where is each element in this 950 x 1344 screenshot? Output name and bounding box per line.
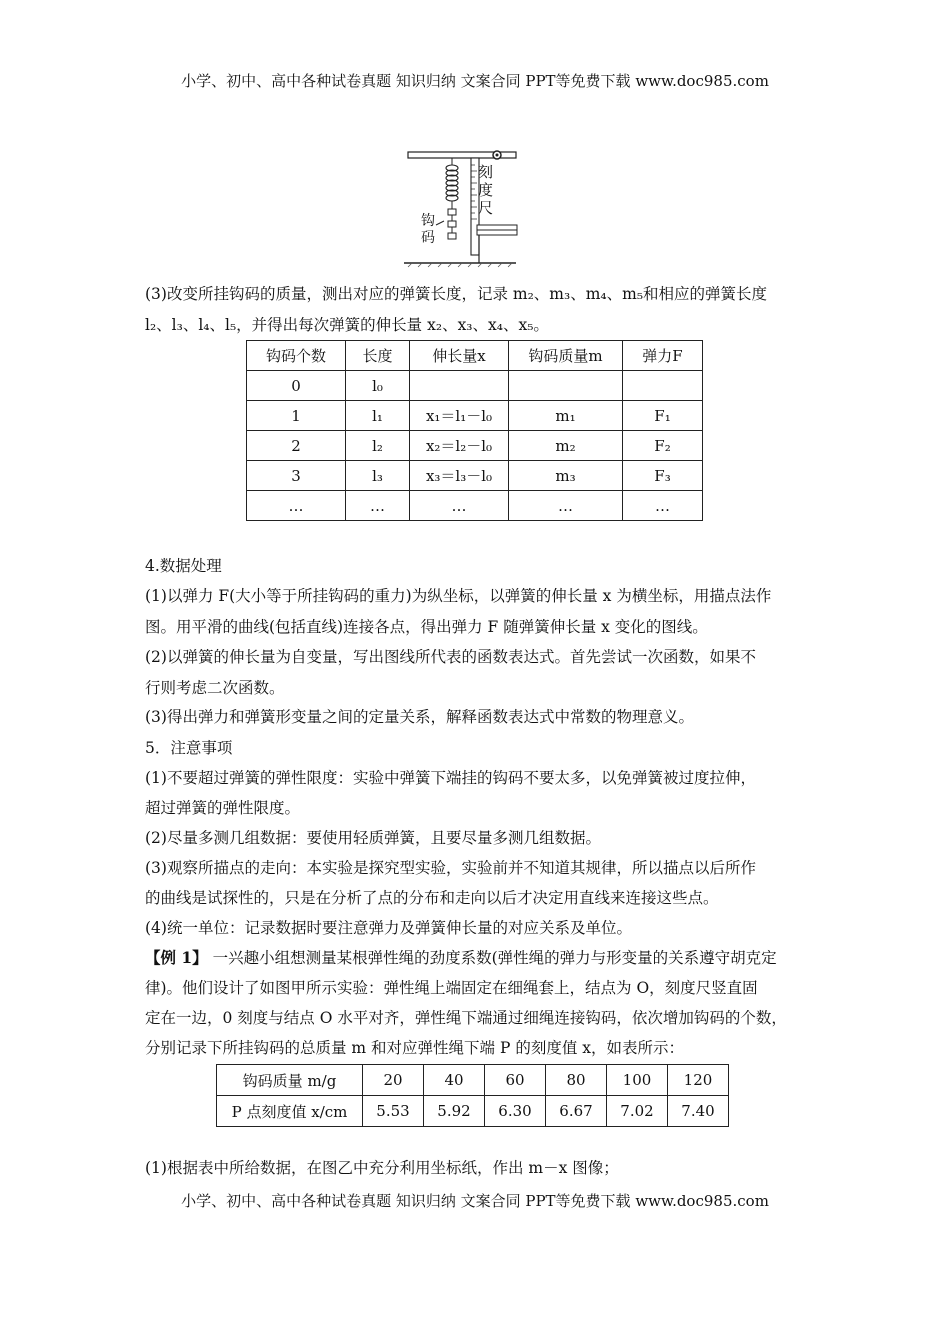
table-cell: F₁ — [623, 401, 703, 431]
para-3-line2: l₂、l₃、l₄、l₅，并得出每次弹簧的伸长量 x₂、x₃、x₄、x₅。 — [145, 316, 549, 334]
table-row — [247, 431, 703, 461]
table-cell: … — [247, 491, 346, 521]
example-label: 【例 1】 — [145, 948, 208, 967]
table-cell: … — [346, 491, 410, 521]
table-cell: 80 — [546, 1065, 607, 1096]
table-cell: 40 — [424, 1065, 485, 1096]
table-header-cell: 钩码个数 — [247, 341, 346, 371]
table-header-cell: 长度 — [346, 341, 410, 371]
measurement-table — [246, 340, 703, 521]
table-cell: 5.53 — [363, 1096, 424, 1127]
table-header-cell: 伸长量x — [410, 341, 509, 371]
table-header-cell: 钩码质量m — [509, 341, 623, 371]
table-cell: l₀ — [346, 371, 410, 401]
table-cell: x₃＝l₃－l₀ — [410, 461, 509, 491]
table-row — [217, 1096, 729, 1127]
table-cell: m₂ — [509, 431, 623, 461]
table-cell: m₁ — [509, 401, 623, 431]
section5-title: 5．注意事项 — [145, 739, 233, 757]
table-cell: l₁ — [346, 401, 410, 431]
table-cell: 5.92 — [424, 1096, 485, 1127]
table-cell: F₂ — [623, 431, 703, 461]
table-cell: … — [509, 491, 623, 521]
table-header-row — [247, 341, 703, 371]
table-cell: … — [623, 491, 703, 521]
table-cell: x₂＝l₂－l₀ — [410, 431, 509, 461]
page-footer: 小学、初中、高中各种试卷真题 知识归纳 文案合同 PPT等免费下载 www.doc985.com — [181, 1192, 769, 1210]
row-label: 钩码质量 m/g — [217, 1065, 363, 1096]
section5-line: 超过弹簧的弹性限度。 — [145, 799, 301, 817]
section4-line: (3)得出弹力和弹簧形变量之间的定量关系，解释函数表达式中常数的物理意义。 — [145, 708, 694, 726]
table-cell: 7.02 — [607, 1096, 668, 1127]
example1-line: 分别记录下所挂钩码的总质量 m 和对应弹性绳下端 P 的刻度值 x，如表所示： — [145, 1039, 685, 1057]
table-cell: x₁＝l₁－l₀ — [410, 401, 509, 431]
row-label: P 点刻度值 x/cm — [217, 1096, 363, 1127]
table-cell: 20 — [363, 1065, 424, 1096]
table-cell: 2 — [247, 431, 346, 461]
section5-line: (2)尽量多测几组数据：要使用轻质弹簧，且要尽量多测几组数据。 — [145, 829, 601, 847]
table-cell: 1 — [247, 401, 346, 431]
table-row — [247, 371, 703, 401]
table-row — [247, 461, 703, 491]
page-header: 小学、初中、高中各种试卷真题 知识归纳 文案合同 PPT等免费下载 www.doc985.com — [181, 72, 769, 90]
section5-line: 的曲线是试探性的，只是在分析了点的分布和走向以后才决定用直线来连接这些点。 — [145, 889, 719, 907]
table-cell: m₃ — [509, 461, 623, 491]
example-text: 一兴趣小组想测量某根弹性绳的劲度系数(弹性绳的弹力与形变量的关系遵守胡克定 — [207, 949, 777, 967]
table-row — [217, 1065, 729, 1096]
ruler-label: 刻度尺 — [478, 163, 494, 217]
table-row — [247, 401, 703, 431]
data-table — [216, 1064, 729, 1127]
section4-title: 4.数据处理 — [145, 557, 222, 575]
section5-line: (4)统一单位：记录数据时要注意弹力及弹簧伸长量的对应关系及单位。 — [145, 919, 632, 937]
section4-line: (1)以弹力 F(大小等于所挂钩码的重力)为纵坐标，以弹簧的伸长量 x 为横坐标，用描点法作 — [145, 587, 772, 605]
table-cell: 6.30 — [485, 1096, 546, 1127]
table-cell — [410, 371, 509, 401]
section4-line: 图。用平滑的曲线(包括直线)连接各点，得出弹力 F 随弹簧伸长量 x 变化的图线。 — [145, 618, 708, 636]
table-cell: 6.67 — [546, 1096, 607, 1127]
table-cell: 3 — [247, 461, 346, 491]
section4-line: 行则考虑二次函数。 — [145, 679, 285, 697]
table-cell — [623, 371, 703, 401]
table-cell: l₃ — [346, 461, 410, 491]
spring-apparatus-figure — [400, 143, 520, 268]
table-cell: l₂ — [346, 431, 410, 461]
example1-line: 律)。他们设计了如图甲所示实验：弹性绳上端固定在细绳套上，结点为 O，刻度尺竖直固 — [145, 979, 758, 997]
table-cell: 100 — [607, 1065, 668, 1096]
example1-line: 定在一边，0 刻度与结点 O 水平对齐，弹性绳下端通过细绳连接钩码，依次增加钩码的个数， — [145, 1009, 787, 1027]
table-cell: 120 — [668, 1065, 729, 1096]
table-cell: F₃ — [623, 461, 703, 491]
table-row — [247, 491, 703, 521]
table-cell: 60 — [485, 1065, 546, 1096]
section5-line: (3)观察所描点的走向：本实验是探究型实验，实验前并不知道其规律，所以描点以后所作 — [145, 859, 756, 877]
table-header-cell: 弹力F — [623, 341, 703, 371]
section4-line: (2)以弹簧的伸长量为自变量，写出图线所代表的函数表达式。首先尝试一次函数，如果不 — [145, 648, 756, 666]
table-cell: … — [410, 491, 509, 521]
weight-label: 钩码 — [421, 213, 435, 246]
example1-line1 — [145, 947, 815, 969]
table-cell: 7.40 — [668, 1096, 729, 1127]
para-3-line1: (3)改变所挂钩码的质量，测出对应的弹簧长度，记录 m₂、m₃、m₄、m₅和相应的弹簧长度 — [145, 285, 768, 303]
question-1: (1)根据表中所给数据，在图乙中充分利用坐标纸，作出 m－x 图像； — [145, 1159, 619, 1177]
table-cell: 0 — [247, 371, 346, 401]
table-cell — [509, 371, 623, 401]
section5-line: (1)不要超过弹簧的弹性限度：实验中弹簧下端挂的钩码不要太多，以免弹簧被过度拉伸， — [145, 769, 756, 787]
